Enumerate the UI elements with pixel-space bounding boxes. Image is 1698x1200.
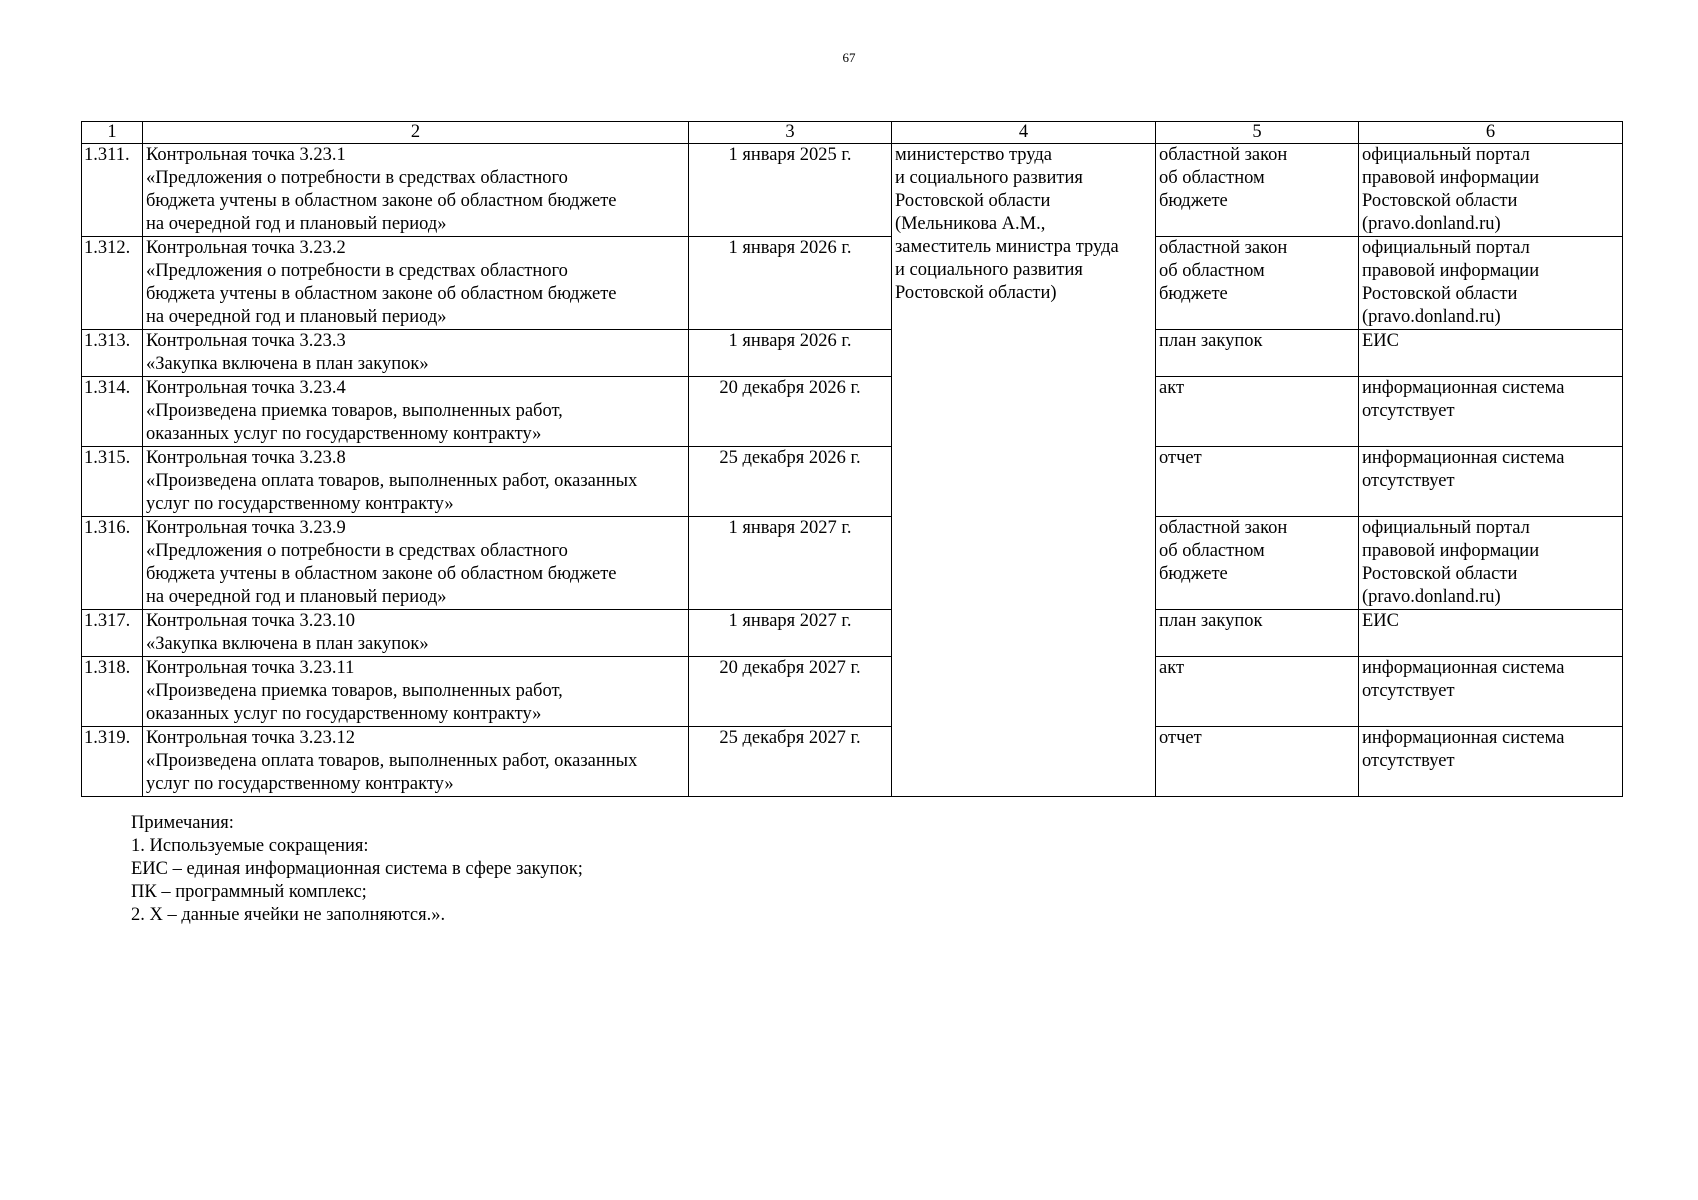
column-header: 2 bbox=[143, 122, 689, 144]
control-point-description-line: бюджета учтены в областном законе об областном бюджете bbox=[146, 191, 617, 211]
information-system-line: ЕИС bbox=[1362, 331, 1399, 351]
row-number-cell: 1.319. bbox=[82, 727, 143, 797]
control-point-description-line: оказанных услуг по государственному контракту» bbox=[146, 704, 542, 724]
document-type-cell bbox=[1156, 447, 1359, 517]
control-point-cell bbox=[143, 330, 689, 377]
responsible-line: Ростовской области) bbox=[895, 283, 1057, 303]
control-point-cell bbox=[143, 657, 689, 727]
column-header: 1 bbox=[82, 122, 143, 144]
document-type-line: отчет bbox=[1159, 728, 1202, 748]
control-point-description-line: бюджета учтены в областном законе об областном бюджете bbox=[146, 564, 617, 584]
information-system-line: (pravo.donland.ru) bbox=[1362, 214, 1501, 234]
deadline-cell: 1 января 2026 г. bbox=[689, 237, 892, 330]
responsible-line: и социального развития bbox=[895, 168, 1083, 188]
deadline-cell: 20 декабря 2026 г. bbox=[689, 377, 892, 447]
deadline-cell: 1 января 2027 г. bbox=[689, 610, 892, 657]
document-type-cell bbox=[1156, 727, 1359, 797]
table-row bbox=[82, 517, 1623, 610]
control-point-title: Контрольная точка 3.23.9 bbox=[146, 518, 346, 538]
information-system-line: Ростовской области bbox=[1362, 284, 1518, 304]
deadline-cell: 1 января 2025 г. bbox=[689, 144, 892, 237]
control-point-cell bbox=[143, 377, 689, 447]
control-point-title: Контрольная точка 3.23.12 bbox=[146, 728, 356, 748]
deadline-cell: 25 декабря 2026 г. bbox=[689, 447, 892, 517]
row-number-cell: 1.315. bbox=[82, 447, 143, 517]
information-system-line: Ростовской области bbox=[1362, 564, 1518, 584]
information-system-line: отсутствует bbox=[1362, 681, 1455, 701]
note-line: ПК – программный комплекс; bbox=[131, 882, 367, 902]
information-system-line: Ростовской области bbox=[1362, 191, 1518, 211]
table-row bbox=[82, 447, 1623, 517]
control-point-cell bbox=[143, 447, 689, 517]
control-point-cell bbox=[143, 237, 689, 330]
information-system-line: правовой информации bbox=[1362, 168, 1540, 188]
column-header: 5 bbox=[1156, 122, 1359, 144]
control-point-description-line: «Закупка включена в план закупок» bbox=[146, 354, 429, 374]
row-number-cell: 1.313. bbox=[82, 330, 143, 377]
note-line: 2. Х – данные ячейки не заполняются.». bbox=[131, 905, 446, 925]
table-header-row bbox=[82, 122, 1623, 144]
information-system-line: (pravo.donland.ru) bbox=[1362, 587, 1501, 607]
row-number-cell: 1.317. bbox=[82, 610, 143, 657]
column-header: 6 bbox=[1359, 122, 1623, 144]
information-system-line: информационная система bbox=[1362, 448, 1565, 468]
control-point-description-line: «Закупка включена в план закупок» bbox=[146, 634, 429, 654]
control-point-title: Контрольная точка 3.23.8 bbox=[146, 448, 346, 468]
control-point-title: Контрольная точка 3.23.4 bbox=[146, 378, 346, 398]
document-type-cell bbox=[1156, 377, 1359, 447]
page-number: 67 bbox=[842, 50, 856, 65]
column-header: 4 bbox=[892, 122, 1156, 144]
document-type-cell bbox=[1156, 237, 1359, 330]
information-system-line: информационная система bbox=[1362, 728, 1565, 748]
information-system-cell bbox=[1359, 377, 1623, 447]
information-system-cell bbox=[1359, 727, 1623, 797]
document-type-line: план закупок bbox=[1159, 331, 1263, 351]
notes-section bbox=[131, 812, 583, 927]
information-system-cell bbox=[1359, 330, 1623, 377]
information-system-cell bbox=[1359, 657, 1623, 727]
information-system-cell bbox=[1359, 610, 1623, 657]
control-point-description-line: «Предложения о потребности в средствах областного bbox=[146, 168, 568, 188]
document-type-line: областной закон bbox=[1159, 238, 1288, 258]
control-point-title: Контрольная точка 3.23.3 bbox=[146, 331, 346, 351]
row-number-cell: 1.316. bbox=[82, 517, 143, 610]
control-point-title: Контрольная точка 3.23.2 bbox=[146, 238, 346, 258]
document-type-line: бюджете bbox=[1159, 284, 1228, 304]
information-system-cell bbox=[1359, 144, 1623, 237]
document-type-line: отчет bbox=[1159, 448, 1202, 468]
control-point-description-line: «Произведена оплата товаров, выполненных работ, оказанных bbox=[146, 471, 638, 491]
information-system-line: информационная система bbox=[1362, 658, 1565, 678]
information-system-line: отсутствует bbox=[1362, 401, 1455, 421]
row-number-cell: 1.318. bbox=[82, 657, 143, 727]
control-point-title: Контрольная точка 3.23.11 bbox=[146, 658, 355, 678]
control-point-description-line: услуг по государственному контракту» bbox=[146, 494, 454, 514]
control-points-table bbox=[81, 121, 1623, 797]
document-type-cell bbox=[1156, 610, 1359, 657]
table-row bbox=[82, 657, 1623, 727]
deadline-cell: 20 декабря 2027 г. bbox=[689, 657, 892, 727]
control-point-title: Контрольная точка 3.23.1 bbox=[146, 145, 346, 165]
document-type-line: об областном bbox=[1159, 541, 1265, 561]
responsible-line: министерство труда bbox=[895, 145, 1052, 165]
information-system-cell bbox=[1359, 237, 1623, 330]
control-point-title: Контрольная точка 3.23.10 bbox=[146, 611, 356, 631]
control-point-cell bbox=[143, 144, 689, 237]
document-type-cell bbox=[1156, 517, 1359, 610]
table-row bbox=[82, 144, 1623, 237]
column-header: 3 bbox=[689, 122, 892, 144]
control-point-cell bbox=[143, 727, 689, 797]
control-point-description-line: на очередной год и плановый период» bbox=[146, 214, 447, 234]
information-system-line: официальный портал bbox=[1362, 145, 1530, 165]
control-point-description-line: «Произведена оплата товаров, выполненных работ, оказанных bbox=[146, 751, 638, 771]
responsible-line: заместитель министра труда bbox=[895, 237, 1119, 257]
control-point-description-line: услуг по государственному контракту» bbox=[146, 774, 454, 794]
document-type-line: бюджете bbox=[1159, 191, 1228, 211]
information-system-cell bbox=[1359, 447, 1623, 517]
information-system-line: (pravo.donland.ru) bbox=[1362, 307, 1501, 327]
document-type-cell bbox=[1156, 330, 1359, 377]
information-system-line: правовой информации bbox=[1362, 261, 1540, 281]
information-system-line: официальный портал bbox=[1362, 238, 1530, 258]
table-row bbox=[82, 610, 1623, 657]
document-type-line: акт bbox=[1159, 378, 1185, 398]
responsible-line: (Мельникова А.М., bbox=[895, 214, 1046, 234]
information-system-line: официальный портал bbox=[1362, 518, 1530, 538]
table-body bbox=[82, 144, 1623, 797]
document-type-line: об областном bbox=[1159, 261, 1265, 281]
table-row bbox=[82, 330, 1623, 377]
deadline-cell: 25 декабря 2027 г. bbox=[689, 727, 892, 797]
note-line: 1. Используемые сокращения: bbox=[131, 836, 369, 856]
row-number-cell: 1.312. bbox=[82, 237, 143, 330]
table-row bbox=[82, 727, 1623, 797]
information-system-line: информационная система bbox=[1362, 378, 1565, 398]
control-point-description-line: бюджета учтены в областном законе об областном бюджете bbox=[146, 284, 617, 304]
document-type-line: акт bbox=[1159, 658, 1185, 678]
information-system-line: ЕИС bbox=[1362, 611, 1399, 631]
control-point-description-line: «Предложения о потребности в средствах областного bbox=[146, 541, 568, 561]
deadline-cell: 1 января 2026 г. bbox=[689, 330, 892, 377]
row-number-cell: 1.314. bbox=[82, 377, 143, 447]
note-line: ЕИС – единая информационная система в сфере закупок; bbox=[131, 859, 583, 879]
document-type-line: об областном bbox=[1159, 168, 1265, 188]
deadline-cell: 1 января 2027 г. bbox=[689, 517, 892, 610]
document-type-cell bbox=[1156, 657, 1359, 727]
row-number-cell: 1.311. bbox=[82, 144, 143, 237]
note-line: Примечания: bbox=[131, 813, 234, 833]
responsible-line: и социального развития bbox=[895, 260, 1083, 280]
responsible-executor-cell bbox=[892, 144, 1156, 797]
document-type-line: областной закон bbox=[1159, 145, 1288, 165]
control-point-cell bbox=[143, 610, 689, 657]
control-point-description-line: «Предложения о потребности в средствах областного bbox=[146, 261, 568, 281]
document-type-line: бюджете bbox=[1159, 564, 1228, 584]
table-row bbox=[82, 377, 1623, 447]
information-system-line: отсутствует bbox=[1362, 751, 1455, 771]
information-system-line: правовой информации bbox=[1362, 541, 1540, 561]
control-point-description-line: «Произведена приемка товаров, выполненных работ, bbox=[146, 681, 563, 701]
control-point-description-line: «Произведена приемка товаров, выполненных работ, bbox=[146, 401, 563, 421]
responsible-line: Ростовской области bbox=[895, 191, 1051, 211]
control-point-cell bbox=[143, 517, 689, 610]
control-point-description-line: на очередной год и плановый период» bbox=[146, 587, 447, 607]
table-row bbox=[82, 237, 1623, 330]
document-type-line: областной закон bbox=[1159, 518, 1288, 538]
control-point-description-line: на очередной год и плановый период» bbox=[146, 307, 447, 327]
information-system-line: отсутствует bbox=[1362, 471, 1455, 491]
document-type-line: план закупок bbox=[1159, 611, 1263, 631]
control-point-description-line: оказанных услуг по государственному контракту» bbox=[146, 424, 542, 444]
information-system-cell bbox=[1359, 517, 1623, 610]
document-type-cell bbox=[1156, 144, 1359, 237]
